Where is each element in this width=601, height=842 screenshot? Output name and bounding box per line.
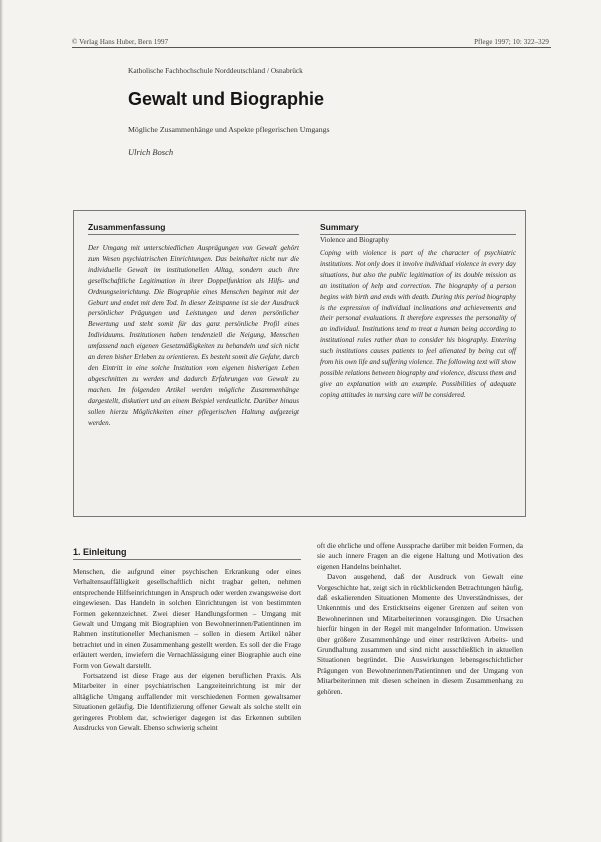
author-institution: Katholische Fachhochschule Norddeutschland / Osnabrück: [128, 66, 303, 75]
body-paragraph: Menschen, die aufgrund einer psychischen Erkrankung oder eines Verhaltensauffälligkeit gesellschaftlich nicht tragbar gelten, nehmen entsprechende Hilfseinrichtungen in Anspruch oder werden zwangsweise dort eingewiesen. Das Handeln in solchen Einrichtungen ist von bestimmten Formen gekennzeichnet. Zwei dieser Handlungsformen – Umgang mit Gewalt und Umgang mit Biographien von Bewohnerinnen/Patientinnen im Rahmen institutioneller Mechanismen – sollen in diesem Artikel näher betrachtet und in einen Zusammenhang gestellt werden. Es soll der die Frage erläutert werden, inwiefern die Vernachlässigung einer Biographie auch eine Form von Gewalt darstellt.: [73, 567, 301, 670]
abstract-heading-en: Summary: [320, 222, 359, 232]
body-paragraph: oft die ehrliche und offene Aussprache darüber mit beiden Formen, da sie auch innere Fragen an die eigene Haltung und Motivation des eigenen Handelns beinhaltet.: [317, 541, 523, 571]
body-column-left: [73, 567, 301, 734]
abstract-heading-de: Zusammenfassung: [88, 222, 166, 232]
abstract-rule-en: [320, 234, 516, 235]
header-publisher: © Verlag Hans Huber, Bern 1997: [72, 38, 169, 46]
abstract-rule-de: [88, 234, 299, 235]
abstract-text-en: Coping with violence is part of the character of psychiatric institutions. Not only does it involve individual violence in every day situations, but also the public legitimation of its double mission as an institution of help and correction. The biography of a person begins with birth and ends with death. During this period biography is the expression of individual inclinations and achievements and their personal evaluations. It therefore expresses the personality of an individual. Institutions tend to treat a human being according to institutional rules rather than to consider his biography. Entering such institutions causes patients to feel alienated by being cut off from his own life and suffering violence. The following text will show possible relations between biography and violence, discuss them and give an explanation with an example. Possibilities of adequate coping attitudes in nursing care will be considered.: [320, 249, 516, 399]
abstract-title-en: Violence and Biography: [320, 236, 389, 244]
page-edge-shadow: [0, 0, 3, 842]
abstract-text-de: Der Umgang mit unterschiedlichen Ausprägungen von Gewalt gehört zum Wesen psychiatrischen Einrichtungen. Das beinhaltet nicht nur die individuelle Gewalt im institutionellen Alltag, sondern auch ihre gesellschaftliche Legitimation in ihrer Doppelfunktion als Hilfs- und Ordnungseinrichtung. Die Biographie eines Menschen beginnt mit der Geburt und endet mit dem Tod. In dieser Zeitspanne ist sie der Ausdruck persönlicher Prägungen und Leistungen und deren persönlicher Bewertung und steht somit für das ganz persönliche Profil eines Individuums. Institutionen haben tendenziell die Neigung, Menschen umfassend nach eigenen Gesetzmäßigkeiten zu behandeln und sich nicht an deren bisher Erleben zu orientieren. Es besteht somit die Gefahr, durch den Eintritt in eine solche Institution vom eigenen bisherigen Leben abgeschnitten zu werden und dadurch Erfahrungen von Gewalt zu machen. Im folgenden Artikel werden mögliche Zusammenhänge dargestellt, diskutiert und an einem Beispiel verdeutlicht. Darüber hinaus sollen hierzu Möglichkeiten einer pflegerischen Haltung aufgezeigt werden.: [88, 244, 299, 427]
article-title: Gewalt und Biographie: [128, 89, 325, 109]
body-paragraph: Davon ausgehend, daß der Ausdruck von Gewalt eine Vorgeschichte hat, zeigt sich in rückblickenden Betrachtungen häufig, daß eskalierenden Situationen Momente des Unverständnisses, der Unkenntnis und des Ersticktseins eigener Grenzen auf seiten von Bewohnerinnen und Mitarbeiterinnen vorausgingen. Die Ursachen hierfür hingen in der Regel mit mangelnder Information. Unwissen über größere Zusammenhänge und einer restriktiven Arbeits- und Grundhaltung zusammen und sind nicht ausschließlich in aktuellen Situationen begründet. Die Auswirkungen lebensgeschichtlicher Prägungen von Bewohnerinnen/Patientinnen und der Umgang von Mitarbeiterinnen mit diesen scheinen in diesem Zusammenhang zu gehören.: [317, 572, 523, 696]
body-paragraph: Fortsatzend ist diese Frage aus der eigenen beruflichen Praxis. Als Mitarbeiter in einer psychiatrischen Langzeiteinrichtung ist mir der alltägliche Umgang auffallender mit verschiedenen Formen gewaltsamer Situationen geläufig. Die Identifizierung offener Gewalt als solche stellt ein geringeres Problem dar, schwieriger dagegen ist das Erkennen subtilen Ausdrucks von Gewalt. Ebenso schwierig scheint: [73, 671, 301, 733]
header-citation: Pflege 1997; 10: 322–329: [474, 38, 549, 46]
section-rule: [73, 559, 301, 560]
header-rule: [72, 47, 551, 48]
section-heading: 1. Einleitung: [73, 547, 127, 557]
body-column-right: [317, 541, 523, 697]
article-subtitle: Mögliche Zusammenhänge und Aspekte pflegerischen Umgangs: [128, 125, 330, 134]
article-author: Ulrich Bosch: [128, 147, 174, 157]
